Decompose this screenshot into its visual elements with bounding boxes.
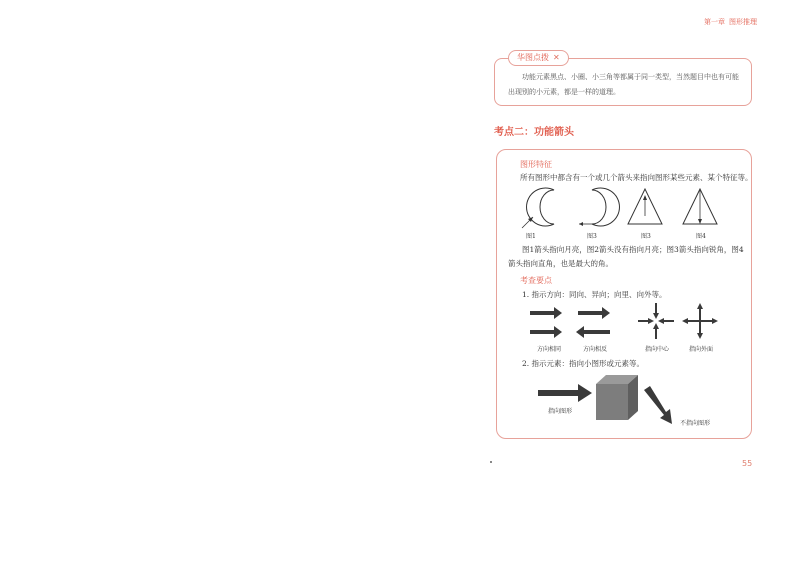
- moon-figure-2: [579, 188, 619, 226]
- figure-caption-4: 图4: [696, 233, 706, 240]
- arrows-outward: [682, 303, 718, 339]
- figure-caption-2: 图3: [587, 233, 597, 240]
- caption-opposite-direction: 方向相反: [583, 346, 608, 353]
- direction-arrows: [526, 303, 726, 343]
- features-explanation: 图1箭头指向月亮，图2箭头没有指向月亮；图3箭头指向锐角，图4箭头指向直角，也是最大的角。: [508, 245, 744, 268]
- tips-text: 功能元素黑点、小圈、小三角等都属于同一类型，当然题目中也有可能出现别的小元素，都是一样的道理。: [508, 73, 739, 96]
- moon-figure-1: [522, 188, 554, 228]
- arrow-to-cube: [538, 384, 592, 402]
- page-number: 55: [742, 459, 753, 468]
- close-icon: ✕: [553, 53, 560, 62]
- tips-tag: [508, 50, 569, 66]
- chapter-header: [700, 17, 757, 27]
- arrows-opposite-direction: [576, 307, 610, 338]
- features-title: 图形特征: [520, 160, 552, 169]
- arrows-toward-center: [638, 303, 674, 339]
- key-point-2: 2. 指示元素：指向小图形或元素等。: [522, 359, 645, 368]
- triangle-figure-4: [683, 189, 717, 224]
- caption-outward: 指向外面: [689, 346, 714, 353]
- chapter-title: 图形推理: [729, 18, 757, 26]
- chapter-number: 第一章: [704, 18, 725, 26]
- figure-caption-1: 图1: [526, 233, 536, 240]
- stray-dot: [490, 461, 492, 463]
- figure-caption-3: 图3: [641, 233, 651, 240]
- tips-tag-label: 华图点拨: [517, 53, 549, 62]
- cube-shape: [596, 375, 638, 420]
- arrow-away-from-cube: [644, 386, 672, 424]
- key-point-1: 1. 指示方向：同向、异向；向里、向外等。: [522, 290, 667, 299]
- caption-toward-center: 指向中心: [645, 346, 670, 353]
- triangle-figure-3: [628, 189, 662, 224]
- feature-figures: [516, 186, 746, 230]
- section-heading: 考点二：功能箭头: [494, 127, 574, 138]
- caption-not-pointing: 不指向图形: [680, 420, 711, 427]
- key-points-title: 考查要点: [520, 276, 552, 285]
- caption-same-direction: 方向相同: [537, 346, 562, 353]
- caption-pointing: 指向图形: [548, 408, 573, 415]
- features-intro: 所有图形中都含有一个或几个箭头来指向图形某些元素、某个特征等。: [520, 173, 753, 182]
- arrows-same-direction: [530, 307, 562, 338]
